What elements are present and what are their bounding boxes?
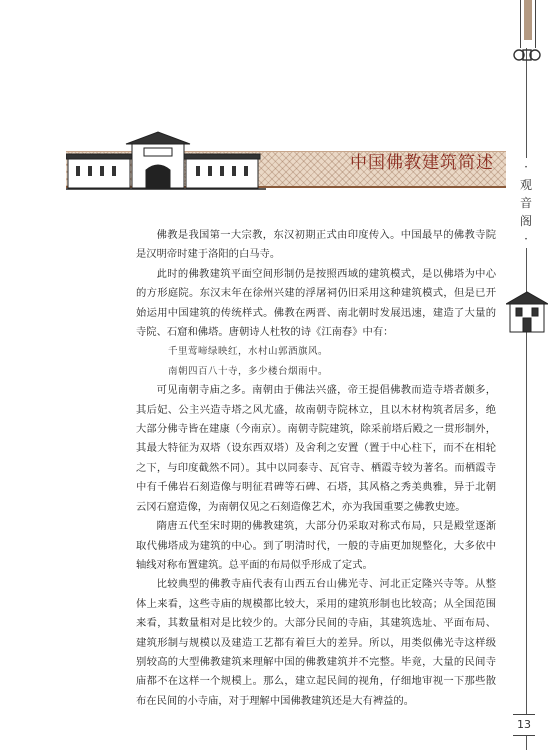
top-bookmark-tab xyxy=(520,0,536,48)
temple-gate-illustration xyxy=(66,128,266,190)
paragraph: 可见南朝寺庙之多。南朝由于佛法兴盛，帝王提倡佛教而造寺塔者颇多，其后妃、公主兴造寺塔之风尤盛，故南朝寺院林立，且以木材构筑者居多，绝大部分佛寺皆在建康（今南京）。南朝寺院建筑，除采前塔后殿之一贯形制外，其最大特征为双塔（设东西双塔）及舍利之安置（置于中心柱下，而不在相轮之下，与印度截然不同）。其中以同泰寺、瓦官寺、栖霞寺较为著名。而栖霞寺中有千佛岩石刻造像与明征君碑等石碑、石塔，其风格之秀美典雅，异于北朝云冈石窟造像，为南朝仅见之石刻造像艺术，亦为我国重要之佛教史迹。 xyxy=(136,384,496,513)
page-number: 13 xyxy=(513,714,535,736)
paragraph: 隋唐五代至宋时期的佛教建筑，大部分仍采取对称式布局，只是殿堂逐渐取代佛塔成为建筑的中心。到了明清时代，一般的寺庙更加规整化，大多依中轴线对称布置建筑。总平面的布局似乎形成了定式。 xyxy=(136,520,496,571)
chinese-knot-ornament xyxy=(511,44,543,66)
article-body xyxy=(136,226,496,711)
paragraph: 比较典型的佛教寺庙代表有山西五台山佛光寺、河北正定隆兴寺等。从整体上来看，这些寺庙的规模都比较大，采用的建筑形制也比较高；从全国范围来看，其数量相对是比较少的。大部分民间的寺庙，其建筑选址、平面布局、建筑形制与规模以及建造工艺都有着巨大的差异。所以，用类似佛光寺这样级别较高的大型佛教建筑来理解中国的佛教建筑并不完整。毕竟，大量的民间寺庙都不在这样一个规模上。那么，建立起民间的视角，仔细地审视一下那些散布在民间的小寺庙，对于理解中国佛教建筑还是大有裨益的。 xyxy=(136,578,496,707)
sidebar-char: 观 xyxy=(519,178,532,192)
sidebar-char: 阁 xyxy=(519,214,532,228)
side-pavilion-illustration xyxy=(506,288,548,334)
sidebar-char: · xyxy=(524,232,528,246)
section-title: 中国佛教建筑简述 xyxy=(350,153,494,173)
sidebar-char: · xyxy=(524,160,528,174)
poem-line: 千里莺啼绿映红，水村山郭酒旗风。 xyxy=(168,346,329,358)
poem-quote xyxy=(136,342,496,381)
paragraph: 佛教是我国第一大宗教，东汉初期正式由印度传入。中国最早的佛教寺院是汉明帝时建于洛阳的白马寺。 xyxy=(136,229,496,261)
sidebar-label xyxy=(518,158,534,248)
poem-line: 南朝四百八十寺，多少楼台烟雨中。 xyxy=(168,365,329,377)
paragraph: 此时的佛教建筑平面空间形制仍是按照西域的建筑模式，是以佛塔为中心的方形庭院。东汉末年在徐州兴建的浮屠祠仍旧采用这种建筑模式，但是已开始运用中国建筑的传统样式。佛教在两晋、南北朝时发展迅速，建造了大量的寺院、石窟和佛塔。唐朝诗人杜牧的诗《江南春》中有： xyxy=(136,267,496,339)
sidebar-char: 音 xyxy=(519,196,532,210)
margin-rule xyxy=(526,0,527,750)
